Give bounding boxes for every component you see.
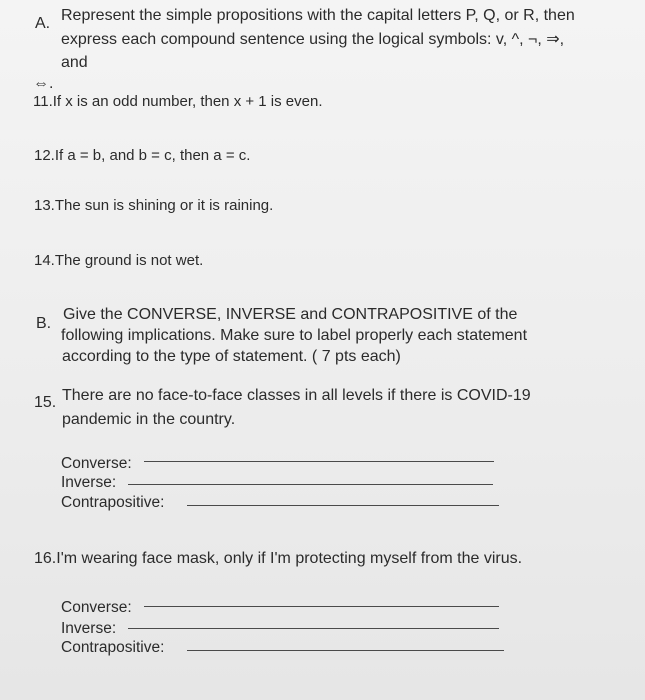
contrapositive-answer-line[interactable] xyxy=(187,650,504,651)
contrapositive-label: Contrapositive: xyxy=(61,639,165,656)
question-11 xyxy=(33,92,323,111)
question-number: 12. xyxy=(34,147,55,164)
question-15-number: 15. xyxy=(34,394,57,411)
inverse-label: Inverse: xyxy=(61,620,117,637)
section-a-line-1: Represent the simple propositions with the capital letters P, Q, or R, then xyxy=(61,7,575,24)
inverse-answer-line[interactable] xyxy=(128,484,493,485)
section-b-letter: B. xyxy=(36,315,52,332)
converse-answer-line[interactable] xyxy=(144,606,499,607)
section-b-line-1: Give the CONVERSE, INVERSE and CONTRAPOSITIVE of the xyxy=(63,306,518,323)
section-a-line-2: express each compound sentence using the logical symbols: v, ^, ¬, ⇒, xyxy=(61,31,565,48)
question-number: 16. xyxy=(34,550,57,567)
section-a-letter: A. xyxy=(35,15,51,32)
question-text: I'm wearing face mask, only if I'm protecting myself from the virus. xyxy=(56,550,523,567)
contrapositive-label: Contrapositive: xyxy=(61,494,165,511)
question-number: 11. xyxy=(33,93,53,110)
question-15-line-1: There are no face-to-face classes in all levels if there is COVID-19 xyxy=(62,387,531,404)
question-text: If x is an odd number, then x + 1 is even. xyxy=(52,93,323,110)
question-number: 14. xyxy=(34,252,55,269)
section-b-line-2: following implications. Make sure to label properly each statement xyxy=(61,327,528,344)
question-text: If a = b, and b = c, then a = c. xyxy=(54,147,251,164)
section-a-line-4: ⇔. xyxy=(33,75,54,92)
inverse-label: Inverse: xyxy=(61,474,117,491)
converse-answer-line[interactable] xyxy=(144,461,494,462)
converse-label: Converse: xyxy=(61,455,132,472)
question-text: The ground is not wet. xyxy=(54,252,204,269)
contrapositive-answer-line[interactable] xyxy=(187,505,499,506)
converse-label: Converse: xyxy=(61,599,132,616)
question-13 xyxy=(34,196,273,215)
question-16 xyxy=(34,549,522,569)
inverse-answer-line[interactable] xyxy=(128,628,499,629)
section-a-line-3: and xyxy=(61,54,88,71)
question-14 xyxy=(34,251,203,270)
question-text: The sun is shining or it is raining. xyxy=(54,197,274,214)
section-b-line-3: according to the type of statement. ( 7 pts each) xyxy=(62,348,401,365)
question-15-line-2: pandemic in the country. xyxy=(62,411,236,428)
question-number: 13. xyxy=(34,197,55,214)
question-12 xyxy=(34,146,250,165)
